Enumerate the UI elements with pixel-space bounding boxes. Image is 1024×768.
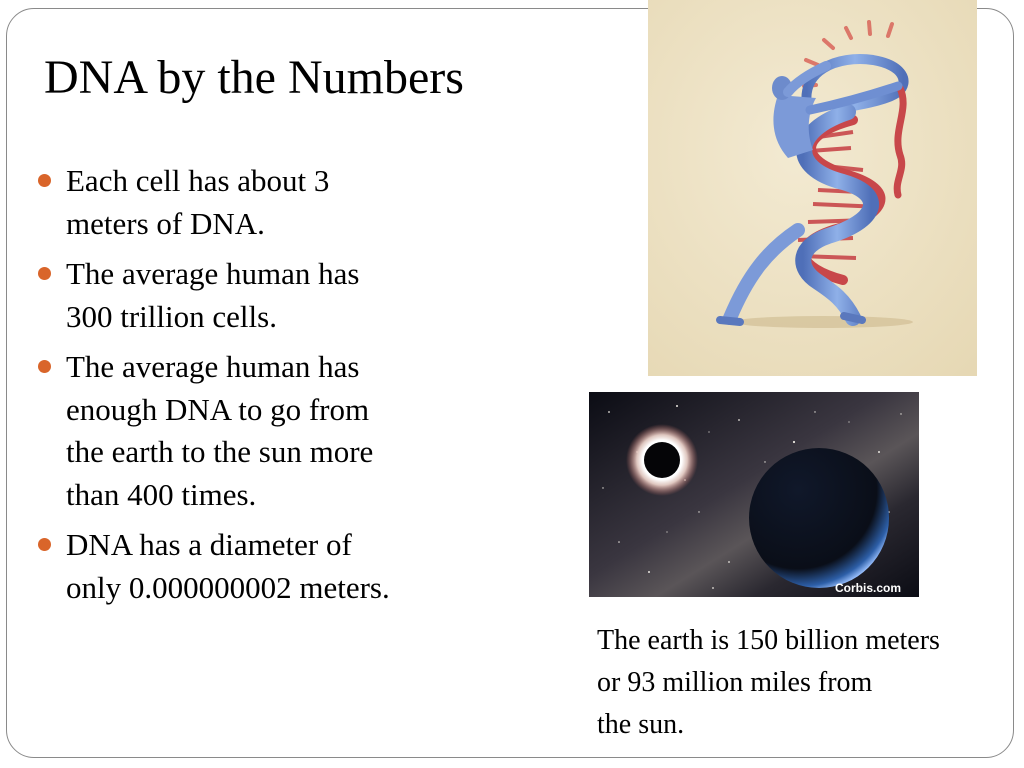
- bullet-item: [36, 160, 486, 245]
- bullet-dot-icon: [38, 267, 51, 280]
- bullet-line: than 400 times.: [66, 476, 257, 512]
- bullet-line: The average human has: [66, 256, 360, 291]
- bullet-line: 300 trillion cells.: [66, 298, 277, 334]
- caption-line: or 93 million miles from: [597, 667, 873, 698]
- caption-line: the sun.: [597, 709, 685, 740]
- bullet-dot-icon: [38, 538, 51, 551]
- corbis-watermark: Corbis.com: [835, 581, 902, 595]
- bullet-dot-icon: [38, 174, 51, 187]
- slide-title: DNA by the Numbers: [44, 51, 464, 104]
- bullet-line: Each cell has about 3: [66, 163, 330, 198]
- caption-line: The earth is 150 billion meters: [597, 625, 940, 656]
- bullet-list: [36, 160, 486, 617]
- dna-figure-image: [648, 0, 977, 376]
- bullet-line: enough DNA to go from: [66, 391, 370, 427]
- space-eclipse-image: [589, 392, 919, 597]
- bullet-line: the earth to the sun more: [66, 434, 374, 469]
- bullet-line: DNA has a diameter of: [66, 527, 352, 562]
- bullet-item: [36, 253, 486, 338]
- bullet-line: meters of DNA.: [66, 205, 265, 241]
- bullet-item: [36, 346, 486, 516]
- bullet-line: only 0.000000002 meters.: [66, 569, 390, 605]
- bullet-line: The average human has: [66, 349, 360, 384]
- bullet-dot-icon: [38, 360, 51, 373]
- earth-sun-caption: [597, 620, 1017, 746]
- bullet-item: [36, 524, 486, 609]
